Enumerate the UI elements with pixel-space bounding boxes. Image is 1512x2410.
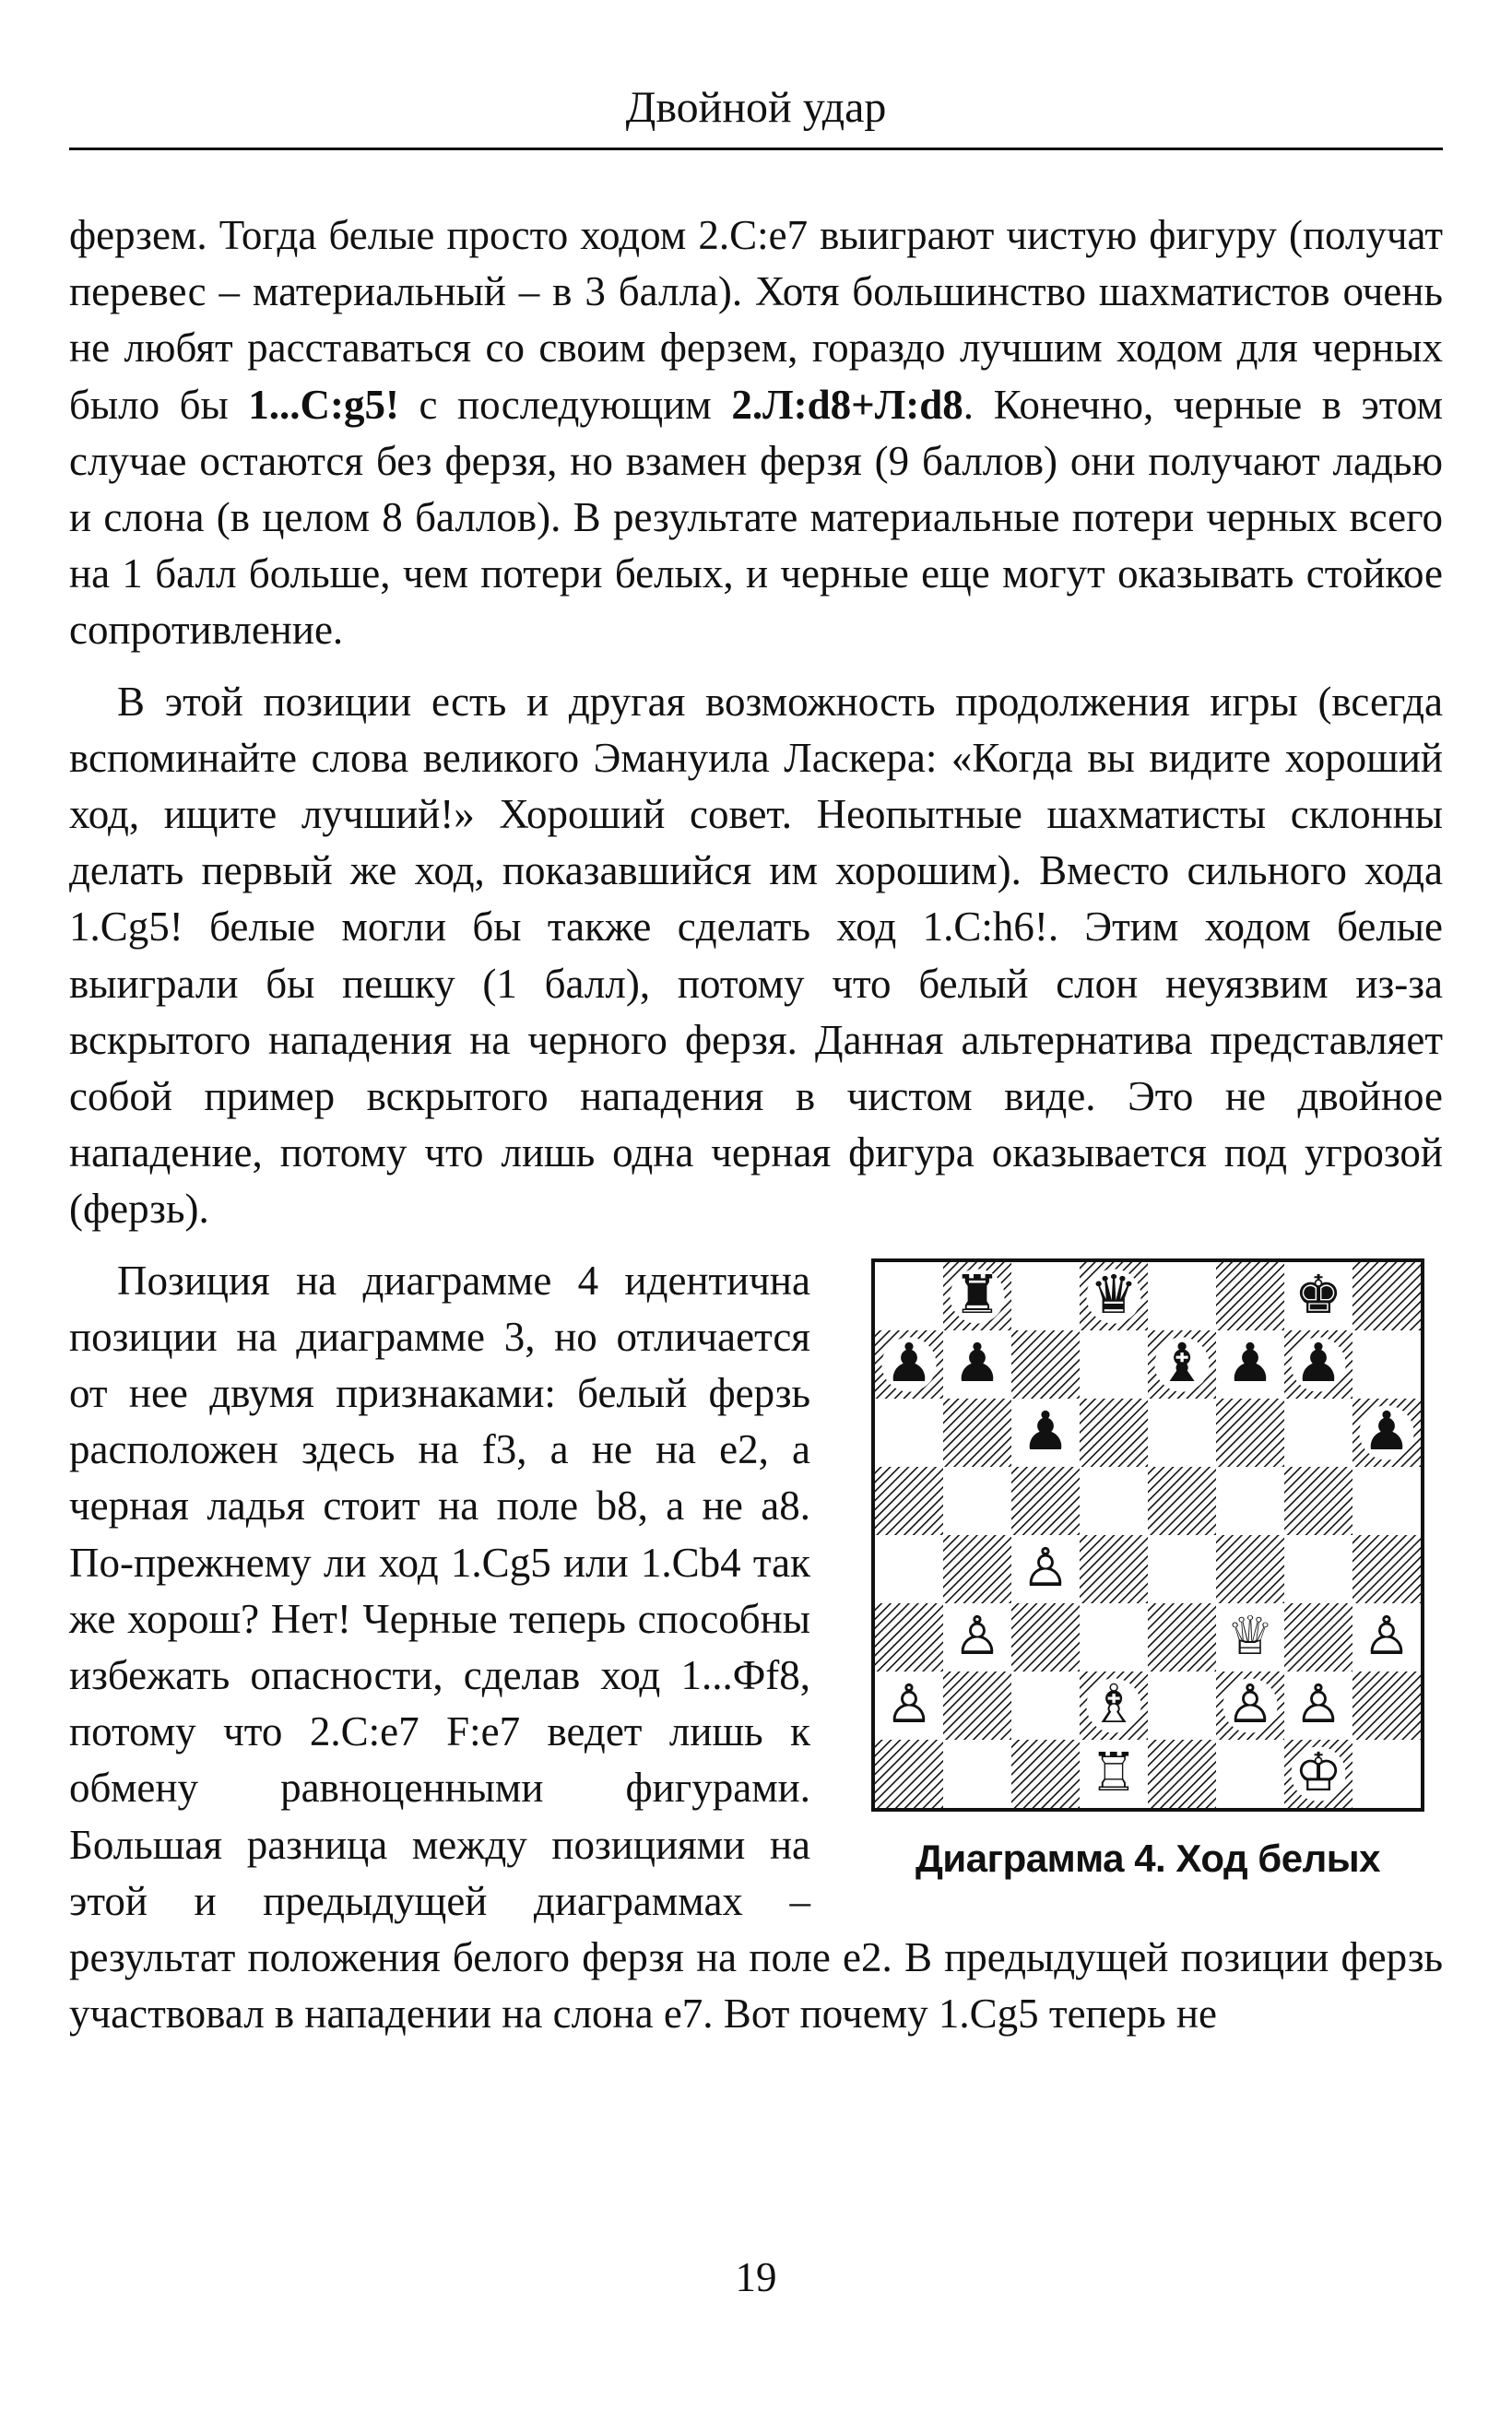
square-f8 [1216, 1262, 1284, 1330]
square-d3 [1080, 1603, 1148, 1672]
square-b2 [943, 1672, 1011, 1740]
white-king-g1: ♔ [1294, 1740, 1342, 1803]
running-header-title: Двойной удар [625, 83, 887, 132]
running-header [69, 76, 1443, 150]
square-d6 [1080, 1399, 1148, 1467]
square-b5 [943, 1467, 1011, 1535]
square-g4 [1284, 1535, 1353, 1603]
square-g6 [1284, 1399, 1353, 1467]
square-f6 [1216, 1399, 1284, 1467]
move-notation-2: 2.Л:d8+Л:d8 [731, 381, 963, 428]
square-b1 [943, 1740, 1011, 1808]
square-h7 [1353, 1330, 1421, 1399]
square-h2 [1353, 1672, 1421, 1740]
square-c5 [1011, 1467, 1080, 1535]
chess-board-frame [871, 1258, 1424, 1812]
black-pawn-b7: ♟ [953, 1330, 1001, 1394]
paragraph-1 [69, 207, 1443, 659]
black-pawn-f7: ♟ [1226, 1330, 1274, 1394]
square-b4 [943, 1535, 1011, 1603]
black-pawn-g7: ♟ [1294, 1330, 1342, 1394]
square-b6 [943, 1399, 1011, 1467]
square-f5 [1216, 1467, 1284, 1535]
move-notation-1: 1...С:g5! [248, 381, 399, 428]
black-pawn-a7: ♟ [885, 1330, 933, 1394]
square-a4 [875, 1535, 943, 1603]
chess-diagram [853, 1258, 1443, 1885]
diagram-caption: Диаграмма 4. Ход белых [915, 1836, 1380, 1880]
square-f1 [1216, 1740, 1284, 1808]
square-f4 [1216, 1535, 1284, 1603]
paragraph-1-text-a: ферзем. Тогда белые просто ходом 2.С:е7 выиграют чистую фигуру (получат перевес – материальный – в 3 балла). Хотя большинство шахматистов очень не любят расставаться со своим ферзем, гораздо лучшим ходом для черных было бы [69, 212, 1443, 428]
square-e1 [1148, 1740, 1216, 1808]
black-pawn-h6: ♟ [1363, 1399, 1411, 1462]
paragraph-2: В этой позиции есть и другая возможность продолжения игры (всегда вспоминайте слова великого Эмануила Ласкера: «Когда вы видите хороший ход, ищите лучший!» Хороший совет. Неопытные шахматисты склонны делать первый же ход, показавшийся им хорошим). Вместо сильного хода 1.Cg5! белые могли бы также сделать ход 1.С:h6!. Этим ходом белые выиграли бы пешку (1 балл), потому что белый слон неуязвим из-за вскрытого нападения на черного ферзя. Данная альтернатива представляет собой пример вскрытого нападения в чистом виде. Это не двойное нападение, потому что лишь одна черная фигура оказывается под угрозой (ферзь). [69, 678, 1443, 1233]
square-e8 [1148, 1262, 1216, 1330]
white-pawn-c4: ♙ [1022, 1535, 1069, 1599]
square-c1 [1011, 1740, 1080, 1808]
square-e4 [1148, 1535, 1216, 1603]
square-e5 [1148, 1467, 1216, 1535]
black-rook-b8: ♜ [953, 1262, 1001, 1326]
square-d7 [1080, 1330, 1148, 1399]
white-pawn-a2: ♙ [885, 1672, 933, 1735]
square-g5 [1284, 1467, 1353, 1535]
chess-board [875, 1262, 1421, 1808]
paragraph-1-text-c: . Конечно, черные в этом случае остаются без ферзя, но взамен ферзя (9 баллов) они получают ладью и слона (в целом 8 баллов). В результате материальные потери черных всего на 1 балл больше, чем потери белых, и черные еще могут оказывать стойкое сопротивление. [69, 381, 1443, 654]
square-h5 [1353, 1467, 1421, 1535]
white-rook-d1: ♖ [1090, 1740, 1138, 1803]
white-pawn-g2: ♙ [1294, 1672, 1342, 1735]
square-g3 [1284, 1603, 1353, 1672]
square-c2 [1011, 1672, 1080, 1740]
square-c8 [1011, 1262, 1080, 1330]
square-c7 [1011, 1330, 1080, 1399]
body-text [69, 207, 1443, 2043]
square-d4 [1080, 1535, 1148, 1603]
square-d5 [1080, 1467, 1148, 1535]
square-a5 [875, 1467, 943, 1535]
square-h4 [1353, 1535, 1421, 1603]
square-e2 [1148, 1672, 1216, 1740]
black-pawn-c6: ♟ [1022, 1399, 1069, 1462]
square-e3 [1148, 1603, 1216, 1672]
paragraph-1-text-b: с последующим [399, 381, 732, 428]
black-queen-d8: ♛ [1090, 1262, 1138, 1326]
white-pawn-b3: ♙ [953, 1603, 1001, 1667]
white-queen-f3: ♕ [1226, 1603, 1274, 1667]
white-pawn-h3: ♙ [1363, 1603, 1411, 1667]
page-number: 19 [735, 2254, 777, 2300]
square-h8 [1353, 1262, 1421, 1330]
white-bishop-d2: ♗ [1090, 1672, 1138, 1735]
square-a8 [875, 1262, 943, 1330]
square-a1 [875, 1740, 943, 1808]
square-a6 [875, 1399, 943, 1467]
black-king-g8: ♚ [1294, 1262, 1342, 1326]
square-c3 [1011, 1603, 1080, 1672]
square-a3 [875, 1603, 943, 1672]
square-e6 [1148, 1399, 1216, 1467]
paragraph-3: Позиция на диаграмме 4 идентична позиции на диаграмме 3, но отличается от нее двумя признаками: белый ферзь расположен здесь на f3, а не на е2, а черная ладья стоит на поле b8, а не а8. По-прежнему ли ход 1.Cg5 или 1.Cb4 так же хорош? Нет! Черные теперь способны избежать опасности, сделав ход 1...Фf8, потому что 2.С:е7 F:e7 ведет лишь к обмену равноценными фигурами. Большая разница между позициями на этой и предыдущей диаграммах – результат положения белого ферзя на поле е2. В предыдущей позиции ферзь участвовал в нападении на слона е7. Вот почему 1.Cg5 теперь не [69, 1257, 1443, 2038]
white-pawn-f2: ♙ [1226, 1672, 1274, 1735]
black-bishop-e7: ♝ [1158, 1330, 1206, 1394]
square-h1 [1353, 1740, 1421, 1808]
